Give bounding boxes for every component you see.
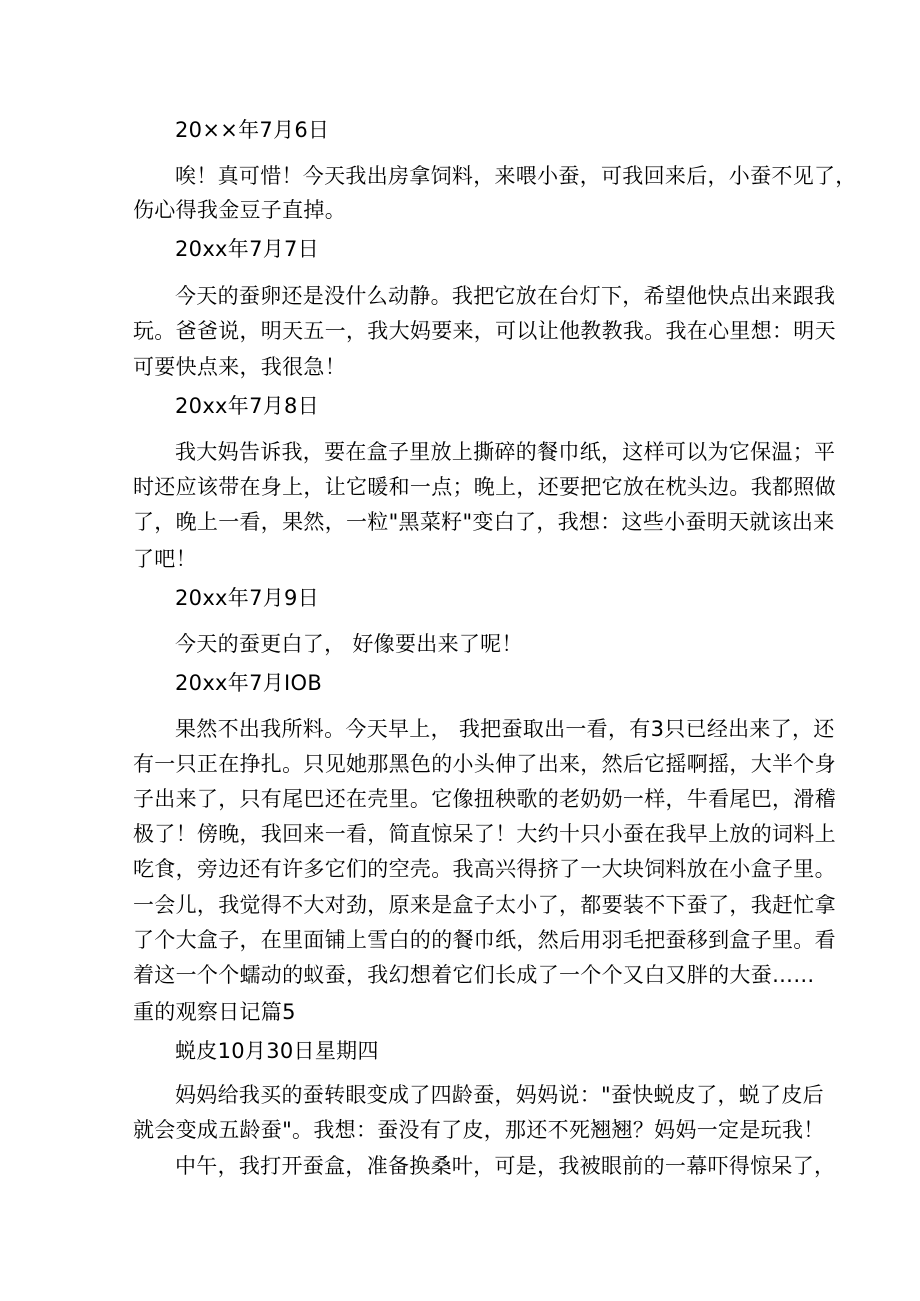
paragraph-line: 一会儿，我觉得不大对劲，原来是盒子太小了，都要装不下蚕了，我赶忙拿 (133, 893, 836, 917)
paragraph-line: 子出来了，只有尾巴还在壳里。它像扭秧歌的老奶奶一样，牛看尾巴，滑稽 (133, 787, 836, 811)
paragraph-line: 了，晚上一看，果然，一粒"黑菜籽"变白了，我想：这些小蚕明天就该出来 (133, 510, 835, 534)
paragraph-line: 妈妈给我买的蚕转眼变成了四龄蚕，妈妈说："蚕快蜕皮了，蜕了皮后 (175, 1083, 824, 1107)
paragraph-line: 伤心得我金豆子直掉。 (133, 198, 346, 222)
paragraph-line: 可要快点来，我很急！ (133, 355, 346, 379)
paragraph-line: 了个大盒子，在里面铺上雪白的的餐巾纸，然后用羽毛把蚕移到盒子里。看 (133, 928, 836, 952)
paragraph-line: 果然不出我所料。今天早上， 我把蚕取出一看，有3只已经出来了，还 (175, 717, 835, 741)
paragraph-line: 我大妈告诉我，要在盒子里放上撕碎的餐巾纸，这样可以为它保温；平 (175, 440, 836, 464)
entry-date: 20xx年7月8日 (175, 394, 319, 418)
paragraph-line: 今天的蚕卵还是没什么动静。我把它放在台灯下，希望他快点出来跟我 (175, 284, 836, 308)
paragraph-line: 吃食，旁边还有许多它们的空壳。我高兴得挤了一大块饲料放在小盒子里。 (133, 857, 836, 881)
paragraph-line: 时还应该带在身上，让它暖和一点；晚上，还要把它放在枕头边。我都照做 (133, 475, 836, 499)
paragraph-line: 今天的蚕更白了， 好像要出来了呢！ (175, 632, 523, 656)
entry-date: 20xx年7月7日 (175, 237, 319, 261)
entry-date: 蜕皮10月30日星期四 (175, 1039, 379, 1063)
paragraph-line: 玩。爸爸说，明天五一，我大妈要来，可以让他教教我。我在心里想：明天 (133, 319, 836, 343)
entry-date: 20xx年7月9日 (175, 586, 319, 610)
paragraph-line: 唉！真可惜！今天我出房拿饲料，来喂小蚕，可我回来后，小蚕不见了， (175, 164, 857, 188)
section-heading: 重的观察日记篇5 (133, 1000, 296, 1024)
paragraph-line: 极了！傍晚，我回来一看，简直惊呆了！大约十只小蚕在我早上放的词料上 (133, 822, 836, 846)
paragraph-line: 就会变成五龄蚕"。我想：蚕没有了皮，那还不死翘翘？妈妈一定是玩我！ (133, 1118, 825, 1142)
paragraph-line: 着这一个个蠕动的蚁蚕，我幻想着它们长成了一个个又白又胖的大蚕…… (133, 963, 815, 987)
paragraph-line: 了吧！ (133, 547, 197, 571)
entry-date: 20××年7月6日 (175, 118, 330, 142)
entry-date: 20xx年7月IOB (175, 671, 323, 695)
paragraph-line: 中午，我打开蚕盒，准备换桑叶，可是，我被眼前的一幕吓得惊呆了， (175, 1154, 836, 1178)
paragraph-line: 有一只正在挣扎。只见她那黑色的小头伸了出来，然后它摇啊摇，大半个身 (133, 752, 836, 776)
